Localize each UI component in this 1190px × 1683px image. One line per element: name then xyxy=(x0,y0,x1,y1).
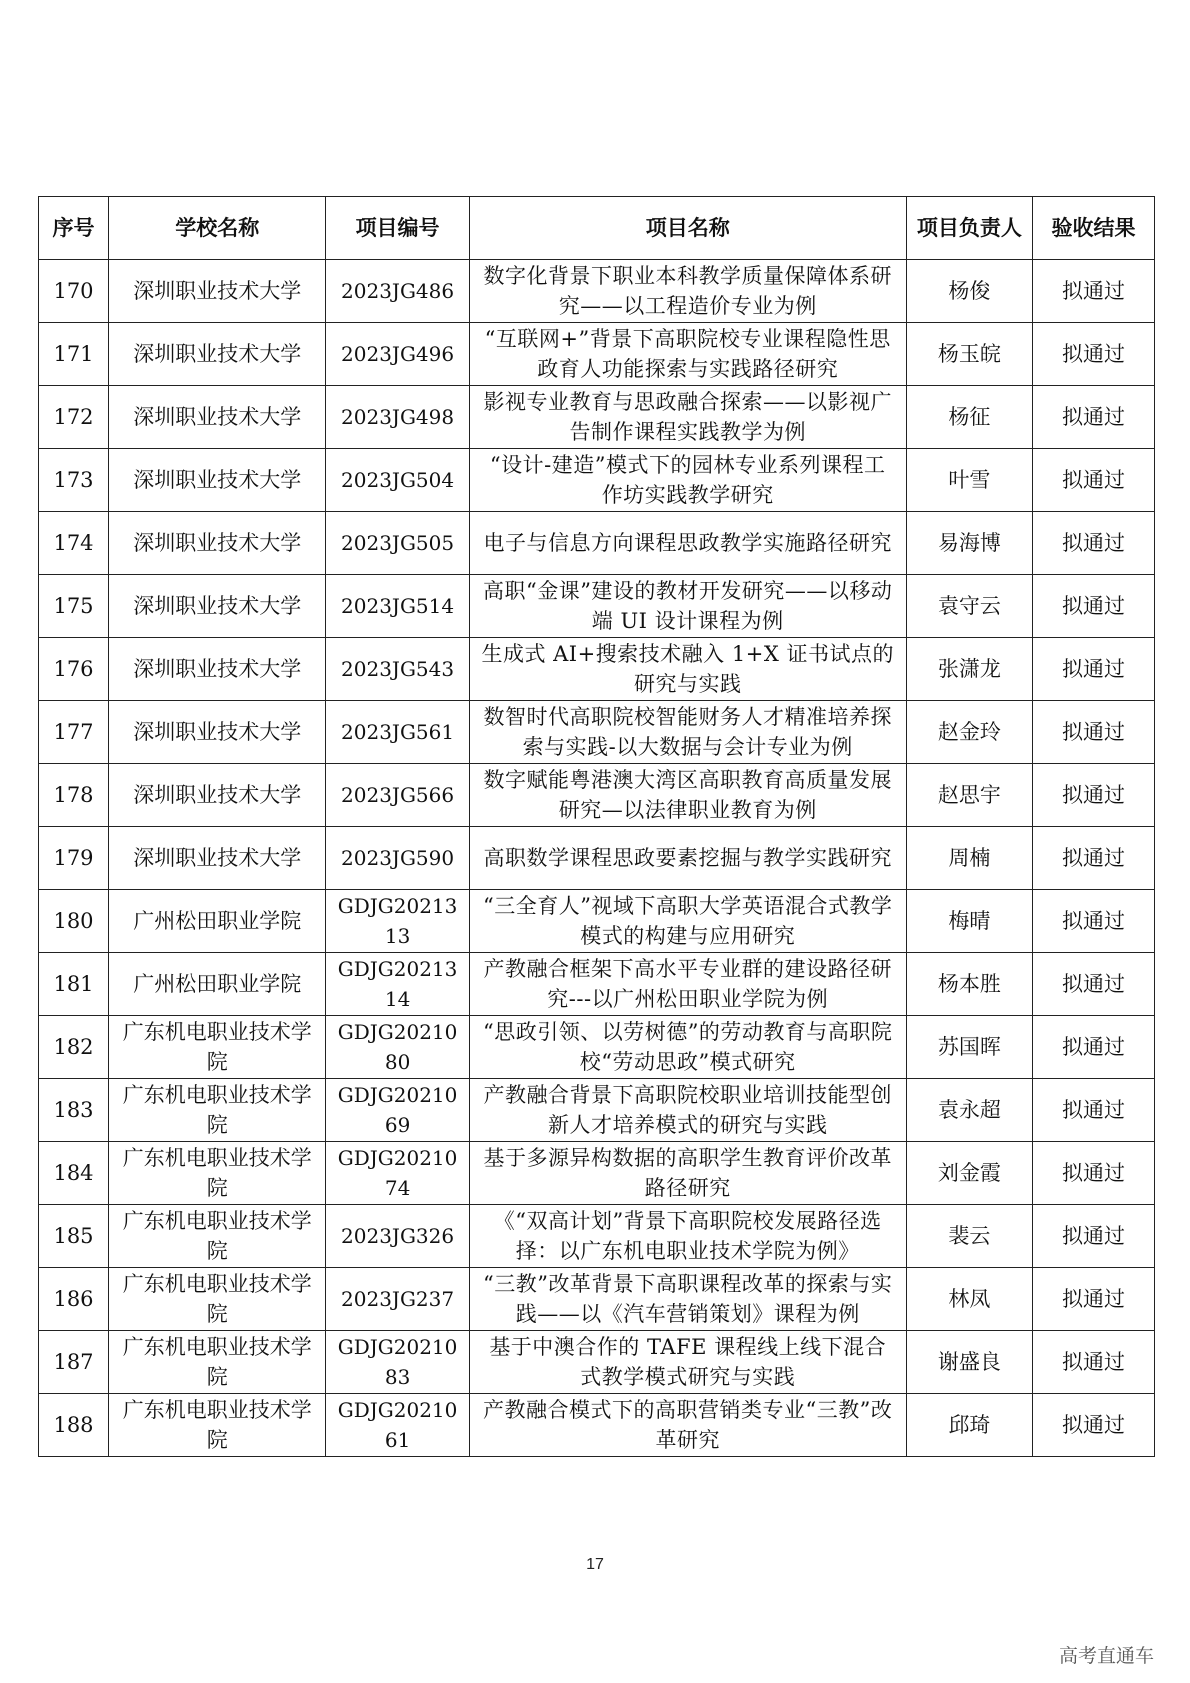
cell-school-name: 深圳职业技术大学 xyxy=(109,638,326,701)
cell-project-code: 2023JG566 xyxy=(326,764,469,827)
cell-project-code: GDJG2021074 xyxy=(326,1142,469,1205)
cell-acceptance-result: 拟通过 xyxy=(1032,386,1154,449)
cell-project-code: 2023JG561 xyxy=(326,701,469,764)
cell-serial-no: 180 xyxy=(39,890,109,953)
table-body xyxy=(39,260,1155,1457)
cell-project-code: 2023JG237 xyxy=(326,1268,469,1331)
cell-project-name: 高职“金课”建设的教材开发研究——以移动端 UI 设计课程为例 xyxy=(469,575,906,638)
cell-project-code: GDJG2021083 xyxy=(326,1331,469,1394)
cell-project-leader: 裴云 xyxy=(906,1205,1032,1268)
cell-project-code: 2023JG498 xyxy=(326,386,469,449)
cell-project-name: 产教融合背景下高职院校职业培训技能型创新人才培养模式的研究与实践 xyxy=(469,1079,906,1142)
cell-school-name: 深圳职业技术大学 xyxy=(109,575,326,638)
cell-school-name: 广东机电职业技术学院 xyxy=(109,1394,326,1457)
cell-school-name: 广州松田职业学院 xyxy=(109,890,326,953)
cell-school-name: 广东机电职业技术学院 xyxy=(109,1331,326,1394)
cell-project-leader: 刘金霞 xyxy=(906,1142,1032,1205)
cell-project-code: 2023JG514 xyxy=(326,575,469,638)
cell-project-code: 2023JG590 xyxy=(326,827,469,890)
cell-project-leader: 谢盛良 xyxy=(906,1331,1032,1394)
cell-acceptance-result: 拟通过 xyxy=(1032,1016,1154,1079)
cell-serial-no: 175 xyxy=(39,575,109,638)
cell-acceptance-result: 拟通过 xyxy=(1032,1205,1154,1268)
cell-school-name: 广东机电职业技术学院 xyxy=(109,1142,326,1205)
cell-project-code: GDJG2021314 xyxy=(326,953,469,1016)
cell-serial-no: 183 xyxy=(39,1079,109,1142)
cell-project-leader: 杨本胜 xyxy=(906,953,1032,1016)
cell-project-leader: 杨俊 xyxy=(906,260,1032,323)
table-row xyxy=(39,575,1155,638)
cell-project-name: 生成式 AI+搜索技术融入 1+X 证书试点的研究与实践 xyxy=(469,638,906,701)
cell-project-name: “思政引领、以劳树德”的劳动教育与高职院校“劳动思政”模式研究 xyxy=(469,1016,906,1079)
table-row xyxy=(39,1268,1155,1331)
cell-project-name: 产教融合模式下的高职营销类专业“三教”改革研究 xyxy=(469,1394,906,1457)
cell-project-leader: 邱琦 xyxy=(906,1394,1032,1457)
cell-acceptance-result: 拟通过 xyxy=(1032,449,1154,512)
cell-school-name: 广东机电职业技术学院 xyxy=(109,1079,326,1142)
header-project-code: 项目编号 xyxy=(326,197,469,260)
table-row xyxy=(39,638,1155,701)
cell-school-name: 广东机电职业技术学院 xyxy=(109,1016,326,1079)
cell-serial-no: 181 xyxy=(39,953,109,1016)
header-acceptance-result: 验收结果 xyxy=(1032,197,1154,260)
cell-acceptance-result: 拟通过 xyxy=(1032,1331,1154,1394)
cell-project-code: 2023JG543 xyxy=(326,638,469,701)
cell-serial-no: 188 xyxy=(39,1394,109,1457)
cell-acceptance-result: 拟通过 xyxy=(1032,827,1154,890)
cell-acceptance-result: 拟通过 xyxy=(1032,512,1154,575)
cell-serial-no: 178 xyxy=(39,764,109,827)
cell-serial-no: 173 xyxy=(39,449,109,512)
table-row xyxy=(39,386,1155,449)
cell-acceptance-result: 拟通过 xyxy=(1032,575,1154,638)
watermark: 高考直通车 xyxy=(1058,1645,1154,1667)
cell-acceptance-result: 拟通过 xyxy=(1032,764,1154,827)
cell-project-code: 2023JG326 xyxy=(326,1205,469,1268)
cell-serial-no: 177 xyxy=(39,701,109,764)
cell-project-leader: 杨玉皖 xyxy=(906,323,1032,386)
cell-project-name: 基于多源异构数据的高职学生教育评价改革路径研究 xyxy=(469,1142,906,1205)
cell-project-code: 2023JG496 xyxy=(326,323,469,386)
acceptance-results-table xyxy=(38,196,1155,1457)
cell-project-leader: 袁守云 xyxy=(906,575,1032,638)
table-row xyxy=(39,827,1155,890)
header-serial-no: 序号 xyxy=(39,197,109,260)
cell-acceptance-result: 拟通过 xyxy=(1032,1268,1154,1331)
cell-project-name: “互联网+”背景下高职院校专业课程隐性思政育人功能探索与实践路径研究 xyxy=(469,323,906,386)
cell-school-name: 深圳职业技术大学 xyxy=(109,827,326,890)
cell-project-leader: 易海博 xyxy=(906,512,1032,575)
table-header-row xyxy=(39,197,1155,260)
cell-project-leader: 赵思宇 xyxy=(906,764,1032,827)
cell-project-leader: 林凤 xyxy=(906,1268,1032,1331)
cell-project-leader: 赵金玲 xyxy=(906,701,1032,764)
cell-school-name: 深圳职业技术大学 xyxy=(109,323,326,386)
page-number: 17 xyxy=(586,1556,604,1573)
cell-project-leader: 张潇龙 xyxy=(906,638,1032,701)
cell-school-name: 深圳职业技术大学 xyxy=(109,386,326,449)
header-school-name: 学校名称 xyxy=(109,197,326,260)
cell-project-code: 2023JG486 xyxy=(326,260,469,323)
cell-project-leader: 周楠 xyxy=(906,827,1032,890)
table-row xyxy=(39,1394,1155,1457)
cell-project-name: 数智时代高职院校智能财务人才精准培养探索与实践-以大数据与会计专业为例 xyxy=(469,701,906,764)
cell-project-name: 基于中澳合作的 TAFE 课程线上线下混合式教学模式研究与实践 xyxy=(469,1331,906,1394)
cell-project-code: GDJG2021080 xyxy=(326,1016,469,1079)
cell-acceptance-result: 拟通过 xyxy=(1032,1079,1154,1142)
cell-school-name: 深圳职业技术大学 xyxy=(109,764,326,827)
table-row xyxy=(39,512,1155,575)
header-project-leader: 项目负责人 xyxy=(906,197,1032,260)
cell-school-name: 广东机电职业技术学院 xyxy=(109,1205,326,1268)
cell-serial-no: 184 xyxy=(39,1142,109,1205)
cell-project-code: GDJG2021313 xyxy=(326,890,469,953)
table-row xyxy=(39,1205,1155,1268)
cell-project-leader: 杨征 xyxy=(906,386,1032,449)
table-row xyxy=(39,890,1155,953)
cell-project-leader: 袁永超 xyxy=(906,1079,1032,1142)
cell-serial-no: 171 xyxy=(39,323,109,386)
table-row xyxy=(39,323,1155,386)
cell-project-leader: 叶雪 xyxy=(906,449,1032,512)
table-row xyxy=(39,1079,1155,1142)
cell-project-code: GDJG2021069 xyxy=(326,1079,469,1142)
cell-project-name: “设计-建造”模式下的园林专业系列课程工作坊实践教学研究 xyxy=(469,449,906,512)
cell-acceptance-result: 拟通过 xyxy=(1032,1394,1154,1457)
cell-serial-no: 179 xyxy=(39,827,109,890)
cell-school-name: 深圳职业技术大学 xyxy=(109,512,326,575)
table-row xyxy=(39,701,1155,764)
cell-project-name: 产教融合框架下高水平专业群的建设路径研究---以广州松田职业学院为例 xyxy=(469,953,906,1016)
header-project-name: 项目名称 xyxy=(469,197,906,260)
table-row xyxy=(39,764,1155,827)
cell-acceptance-result: 拟通过 xyxy=(1032,1142,1154,1205)
cell-serial-no: 185 xyxy=(39,1205,109,1268)
table-row xyxy=(39,449,1155,512)
table-row xyxy=(39,1331,1155,1394)
table-row xyxy=(39,1142,1155,1205)
cell-project-name: 《“双高计划”背景下高职院校发展路径选择：以广东机电职业技术学院为例》 xyxy=(469,1205,906,1268)
cell-school-name: 广东机电职业技术学院 xyxy=(109,1268,326,1331)
table-row xyxy=(39,1016,1155,1079)
cell-acceptance-result: 拟通过 xyxy=(1032,701,1154,764)
cell-project-name: 影视专业教育与思政融合探索——以影视广告制作课程实践教学为例 xyxy=(469,386,906,449)
cell-school-name: 深圳职业技术大学 xyxy=(109,260,326,323)
cell-serial-no: 176 xyxy=(39,638,109,701)
cell-project-name: “三全育人”视域下高职大学英语混合式教学模式的构建与应用研究 xyxy=(469,890,906,953)
cell-school-name: 广州松田职业学院 xyxy=(109,953,326,1016)
cell-project-name: 电子与信息方向课程思政教学实施路径研究 xyxy=(469,512,906,575)
cell-project-name: 数字赋能粤港澳大湾区高职教育高质量发展研究—以法律职业教育为例 xyxy=(469,764,906,827)
cell-serial-no: 187 xyxy=(39,1331,109,1394)
cell-project-name: 数字化背景下职业本科教学质量保障体系研究——以工程造价专业为例 xyxy=(469,260,906,323)
cell-acceptance-result: 拟通过 xyxy=(1032,890,1154,953)
cell-project-name: 高职数学课程思政要素挖掘与教学实践研究 xyxy=(469,827,906,890)
cell-acceptance-result: 拟通过 xyxy=(1032,260,1154,323)
cell-project-leader: 梅晴 xyxy=(906,890,1032,953)
cell-serial-no: 182 xyxy=(39,1016,109,1079)
cell-serial-no: 174 xyxy=(39,512,109,575)
cell-school-name: 深圳职业技术大学 xyxy=(109,701,326,764)
cell-project-leader: 苏国晖 xyxy=(906,1016,1032,1079)
cell-project-code: GDJG2021061 xyxy=(326,1394,469,1457)
cell-project-code: 2023JG505 xyxy=(326,512,469,575)
cell-project-name: “三教”改革背景下高职课程改革的探索与实践——以《汽车营销策划》课程为例 xyxy=(469,1268,906,1331)
cell-acceptance-result: 拟通过 xyxy=(1032,323,1154,386)
cell-acceptance-result: 拟通过 xyxy=(1032,638,1154,701)
cell-serial-no: 186 xyxy=(39,1268,109,1331)
cell-acceptance-result: 拟通过 xyxy=(1032,953,1154,1016)
cell-project-code: 2023JG504 xyxy=(326,449,469,512)
cell-school-name: 深圳职业技术大学 xyxy=(109,449,326,512)
cell-serial-no: 170 xyxy=(39,260,109,323)
table-row xyxy=(39,260,1155,323)
cell-serial-no: 172 xyxy=(39,386,109,449)
table-row xyxy=(39,953,1155,1016)
